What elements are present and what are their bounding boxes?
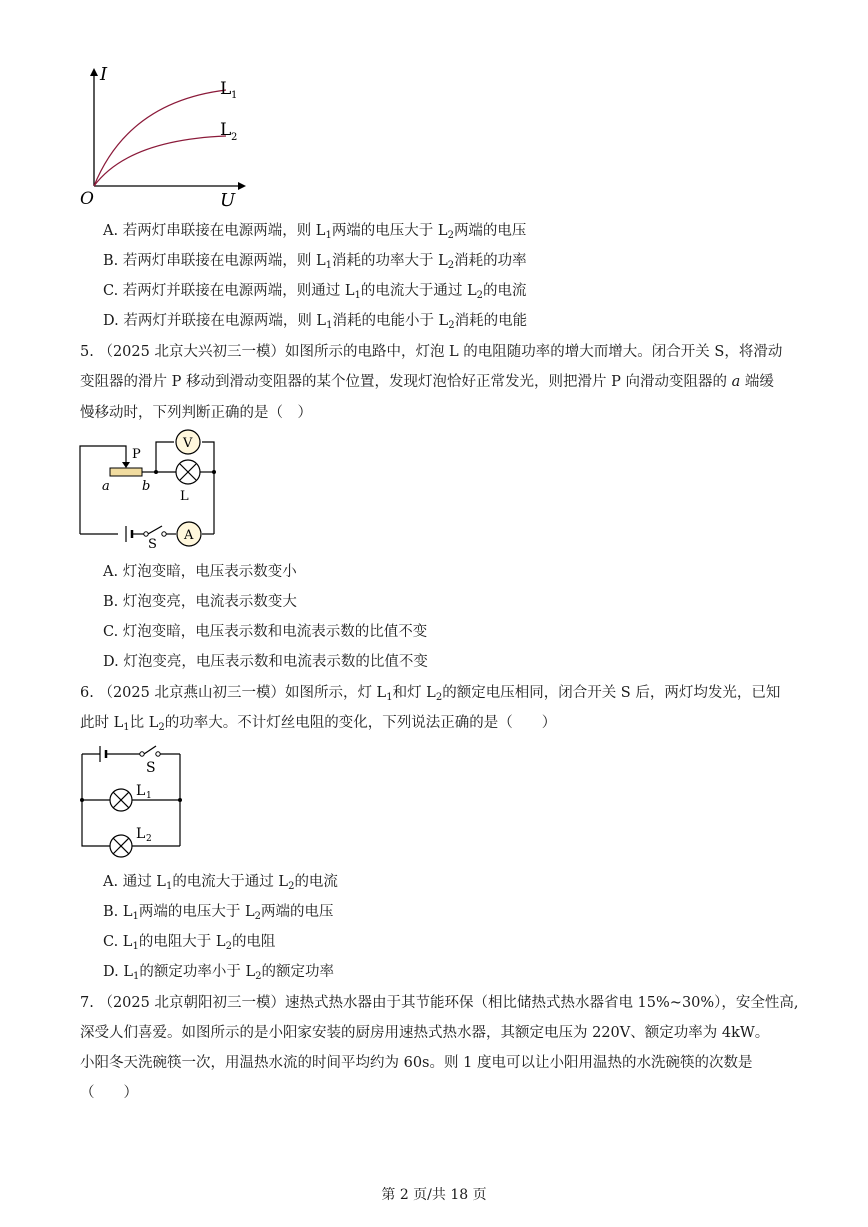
curve1-sub: 1: [231, 90, 238, 101]
q7-line2: 深受人们喜爱。如图所示的是小阳家安装的厨房用速热式热水器，其额定电压为 220V、额定功率为 4kW。: [80, 1025, 770, 1041]
q7-line3: 小阳冬天洗碗筷一次，用温热水流的时间平均约为 60s。则 1 度电可以让小阳用温热的水洗碗筷的次数是: [80, 1055, 753, 1071]
q7-line1: 7. （2025 北京朝阳初三一模）速热式热水器由于其节能环保（相比储热式热水器省电 15%~30%），安全性高,: [80, 995, 799, 1011]
q6-circuit: [78, 740, 188, 860]
svg-text:a: a: [102, 479, 110, 494]
iu-graph: [78, 62, 258, 212]
svg-text:L: L: [136, 826, 146, 842]
q4-option-b: B. 若两灯串联接在电源两端，则 $L_1$消耗的功率大于 $L_2$消耗的功率: [103, 253, 527, 271]
q5-option-b: B. 灯泡变亮，电流表示数变大: [103, 594, 297, 610]
curve2-label: L: [220, 120, 232, 140]
svg-text:S: S: [148, 537, 157, 550]
q5-line3: 慢移动时，下列判断正确的是（ ）: [80, 405, 312, 421]
q4-option-a: A. 若两灯串联接在电源两端，则 $L_1$两端的电压大于 $L_2$两端的电压: [103, 223, 527, 241]
q6-line1: 6. （2025 北京燕山初三一模）如图所示，灯 $L_1$和灯 $L_2$的额定电压相同，闭合开关 S 后，两灯均发光，已知: [80, 685, 781, 703]
origin-label: O: [80, 189, 94, 209]
x-axis-label: U: [220, 190, 236, 211]
svg-text:A: A: [184, 528, 194, 543]
svg-text:L: L: [180, 489, 189, 504]
q6-line2: 此时 $L_1$比 $L_2$的功率大。不计灯丝电阻的变化，下列说法正确的是（ ）: [80, 715, 557, 733]
curve2-sub: 2: [231, 132, 238, 143]
lamp2-icon: [110, 835, 132, 857]
q5-option-c: C. 灯泡变暗，电压表示数和电流表示数的比值不变: [103, 624, 428, 640]
svg-text:S: S: [146, 760, 156, 776]
page-footer: 第 2 页/共 18 页: [381, 1187, 487, 1203]
q6-option-b: B. $L_1$两端的电压大于 $L_2$两端的电压: [103, 904, 334, 922]
svg-text:V: V: [183, 436, 193, 451]
svg-text:P: P: [132, 447, 141, 462]
q6-option-c: C. $L_1$的电阻大于 $L_2$的电阻: [103, 934, 276, 952]
q5-circuit: [76, 428, 226, 550]
curve1-label: L: [220, 79, 232, 99]
q5-line2: 变阻器的滑片 P 移动到滑动变阻器的某个位置，发现灯泡恰好正常发光，则把滑片 P 向滑动变阻器的 a 端缓: [80, 374, 774, 390]
q6-option-a: A. 通过 $L_1$的电流大于通过 $L_2$的电流: [103, 874, 338, 892]
q6-option-d: D. $L_1$的额定功率小于 $L_2$的额定功率: [103, 964, 334, 982]
q7-line4: （ ）: [80, 1085, 138, 1101]
q4-option-d: D. 若两灯并联接在电源两端，则 $L_1$消耗的电能小于 $L_2$消耗的电能: [103, 313, 528, 331]
svg-text:1: 1: [146, 791, 152, 801]
q4-option-c: C. 若两灯并联接在电源两端，则通过 $L_1$的电流大于通过 $L_2$的电流: [103, 283, 527, 301]
svg-text:b: b: [142, 479, 151, 494]
y-axis-label: I: [100, 64, 108, 85]
curve-l2: [94, 136, 226, 186]
q5-line1: 5. （2025 北京大兴初三一模）如图所示的电路中，灯泡 L 的电阻随功率的增大而增大。闭合开关 S，将滑动: [80, 344, 783, 360]
lamp1-icon: [110, 789, 132, 811]
curve-l1: [94, 90, 226, 186]
svg-text:L: L: [136, 783, 146, 799]
svg-text:2: 2: [146, 834, 152, 844]
q5-option-a: A. 灯泡变暗，电压表示数变小: [103, 564, 297, 580]
q5-option-d: D. 灯泡变亮，电压表示数和电流表示数的比值不变: [103, 654, 428, 670]
